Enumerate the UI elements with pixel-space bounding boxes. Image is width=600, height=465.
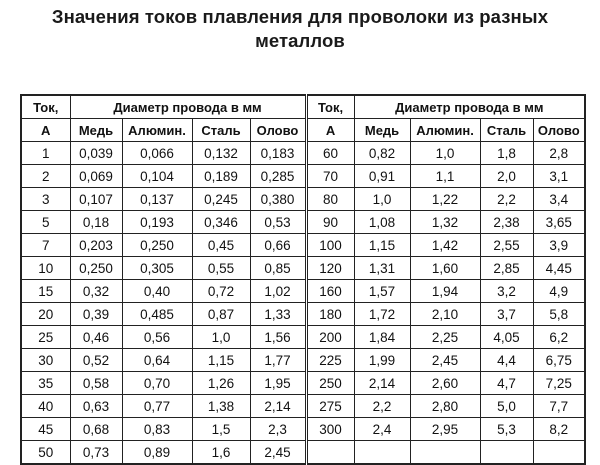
diameter-cell: 0,58: [70, 372, 122, 395]
diameter-cell: 4,4: [480, 349, 533, 372]
diameter-cell: 1,15: [192, 349, 250, 372]
table-body: [21, 142, 585, 465]
current-cell: 1: [21, 142, 70, 165]
current-cell: 180: [306, 303, 354, 326]
diameter-cell: 4,05: [480, 326, 533, 349]
diameter-cell: 0,250: [122, 234, 192, 257]
diameter-cell: 0,40: [122, 280, 192, 303]
diameter-cell: 0,32: [70, 280, 122, 303]
diameter-cell: 1,15: [354, 234, 410, 257]
diameter-cell: 2,45: [410, 349, 480, 372]
diameter-cell: 1,0: [354, 188, 410, 211]
diameter-cell: 4,7: [480, 372, 533, 395]
metal-header-tin-left: Олово: [250, 119, 306, 142]
table-row: [21, 211, 585, 234]
current-cell: 7: [21, 234, 70, 257]
diameter-cell: 2,3: [250, 418, 306, 441]
current-cell: 15: [21, 280, 70, 303]
diameter-cell: 8,2: [533, 418, 585, 441]
current-cell: 120: [306, 257, 354, 280]
diameter-cell: 1,32: [410, 211, 480, 234]
table-row: [21, 372, 585, 395]
diameter-cell: 0,066: [122, 142, 192, 165]
diameter-cell: 2,60: [410, 372, 480, 395]
diameter-cell: 1,57: [354, 280, 410, 303]
metal-header-tin-right: Олово: [533, 119, 585, 142]
diameter-cell: 3,7: [480, 303, 533, 326]
current-cell: 225: [306, 349, 354, 372]
diameter-cell: 1,6: [192, 441, 250, 465]
current-cell: 250: [306, 372, 354, 395]
diameter-cell: 3,65: [533, 211, 585, 234]
diameter-cell: 2,10: [410, 303, 480, 326]
diameter-cell: [410, 441, 480, 465]
current-cell: 3: [21, 188, 70, 211]
diameter-cell: 1,94: [410, 280, 480, 303]
table-row: [21, 257, 585, 280]
diameter-cell: 4,45: [533, 257, 585, 280]
table-row: [21, 165, 585, 188]
diameter-cell: 6,75: [533, 349, 585, 372]
table-row: [21, 441, 585, 465]
diameter-cell: 5,8: [533, 303, 585, 326]
diameter-cell: [533, 441, 585, 465]
diameter-cell: 5,0: [480, 395, 533, 418]
diameter-cell: 2,0: [480, 165, 533, 188]
diameter-cell: 2,8: [533, 142, 585, 165]
diameter-cell: 1,33: [250, 303, 306, 326]
diameter-cell: 2,38: [480, 211, 533, 234]
table-row: [21, 349, 585, 372]
current-cell: 50: [21, 441, 70, 465]
table-row: [21, 188, 585, 211]
current-cell: 300: [306, 418, 354, 441]
current-header-top-left: Ток,: [21, 95, 70, 119]
metal-header-copper-left: Медь: [70, 119, 122, 142]
diameter-cell: 1,02: [250, 280, 306, 303]
diameter-cell: 5,3: [480, 418, 533, 441]
diameter-cell: 0,87: [192, 303, 250, 326]
diameter-cell: 1,1: [410, 165, 480, 188]
diameter-cell: 0,305: [122, 257, 192, 280]
diameter-cell: 3,2: [480, 280, 533, 303]
diameter-cell: 0,137: [122, 188, 192, 211]
table-row: [21, 326, 585, 349]
current-cell: 275: [306, 395, 354, 418]
diameter-cell: 2,4: [354, 418, 410, 441]
metal-header-aluminum-right: Алюмин.: [410, 119, 480, 142]
header-row-1: [21, 95, 585, 119]
diameter-cell: 0,203: [70, 234, 122, 257]
table-row: [21, 303, 585, 326]
diameter-cell: 0,245: [192, 188, 250, 211]
header-row-2: [21, 119, 585, 142]
diameter-cell: 0,68: [70, 418, 122, 441]
diameter-cell: 2,80: [410, 395, 480, 418]
current-cell: 5: [21, 211, 70, 234]
diameter-cell: 0,346: [192, 211, 250, 234]
diameter-cell: 2,14: [250, 395, 306, 418]
diameter-cell: 2,2: [480, 188, 533, 211]
diameter-cell: 0,039: [70, 142, 122, 165]
diameter-cell: 0,250: [70, 257, 122, 280]
diameter-cell: 1,0: [410, 142, 480, 165]
diameter-cell: 2,45: [250, 441, 306, 465]
diameter-cell: 4,9: [533, 280, 585, 303]
diameter-cell: 0,82: [354, 142, 410, 165]
current-cell: [306, 441, 354, 465]
diameter-cell: 7,25: [533, 372, 585, 395]
diameter-cell: 0,069: [70, 165, 122, 188]
current-cell: 100: [306, 234, 354, 257]
diameter-cell: 0,56: [122, 326, 192, 349]
diameter-header-right: Диаметр провода в мм: [354, 95, 585, 119]
diameter-cell: 2,14: [354, 372, 410, 395]
diameter-cell: 0,73: [70, 441, 122, 465]
diameter-cell: 0,91: [354, 165, 410, 188]
diameter-cell: 0,46: [70, 326, 122, 349]
metal-header-copper-right: Медь: [354, 119, 410, 142]
current-cell: 90: [306, 211, 354, 234]
diameter-cell: 0,83: [122, 418, 192, 441]
diameter-cell: 0,107: [70, 188, 122, 211]
title-line-1: Значения токов плавления для проволоки из разных: [51, 6, 549, 27]
diameter-cell: 2,85: [480, 257, 533, 280]
diameter-cell: 2,25: [410, 326, 480, 349]
table-row: [21, 280, 585, 303]
diameter-cell: 0,55: [192, 257, 250, 280]
diameter-cell: 3,1: [533, 165, 585, 188]
diameter-cell: 2,2: [354, 395, 410, 418]
metal-header-steel-left: Сталь: [192, 119, 250, 142]
diameter-cell: 2,55: [480, 234, 533, 257]
diameter-cell: 0,285: [250, 165, 306, 188]
diameter-cell: 0,64: [122, 349, 192, 372]
metal-header-steel-right: Сталь: [480, 119, 533, 142]
diameter-cell: 0,183: [250, 142, 306, 165]
current-cell: 60: [306, 142, 354, 165]
diameter-cell: 1,72: [354, 303, 410, 326]
diameter-cell: 0,89: [122, 441, 192, 465]
table-row: [21, 395, 585, 418]
diameter-cell: 1,99: [354, 349, 410, 372]
diameter-cell: 0,18: [70, 211, 122, 234]
current-cell: 30: [21, 349, 70, 372]
current-cell: 10: [21, 257, 70, 280]
diameter-cell: 1,31: [354, 257, 410, 280]
diameter-cell: 1,38: [192, 395, 250, 418]
diameter-header-left: Диаметр провода в мм: [70, 95, 306, 119]
current-header-top-right: Ток,: [306, 95, 354, 119]
current-unit-left: А: [21, 119, 70, 142]
metal-header-aluminum-left: Алюмин.: [122, 119, 192, 142]
current-cell: 45: [21, 418, 70, 441]
current-cell: 20: [21, 303, 70, 326]
table-row: [21, 234, 585, 257]
diameter-cell: 0,132: [192, 142, 250, 165]
page-title: [0, 5, 600, 53]
diameter-cell: 1,26: [192, 372, 250, 395]
diameter-cell: 0,193: [122, 211, 192, 234]
fusing-current-table: [20, 94, 586, 465]
diameter-cell: 1,77: [250, 349, 306, 372]
diameter-cell: 1,8: [480, 142, 533, 165]
diameter-cell: 3,9: [533, 234, 585, 257]
diameter-cell: 1,08: [354, 211, 410, 234]
title-line-2: металлов: [255, 30, 345, 51]
current-cell: 25: [21, 326, 70, 349]
current-cell: 200: [306, 326, 354, 349]
diameter-cell: 1,0: [192, 326, 250, 349]
diameter-cell: 1,22: [410, 188, 480, 211]
diameter-cell: 0,72: [192, 280, 250, 303]
current-unit-right: А: [306, 119, 354, 142]
diameter-cell: 2,95: [410, 418, 480, 441]
diameter-cell: 1,95: [250, 372, 306, 395]
diameter-cell: 1,42: [410, 234, 480, 257]
diameter-cell: 0,85: [250, 257, 306, 280]
diameter-cell: 0,45: [192, 234, 250, 257]
diameter-cell: 1,5: [192, 418, 250, 441]
diameter-cell: [480, 441, 533, 465]
diameter-cell: 6,2: [533, 326, 585, 349]
diameter-cell: 7,7: [533, 395, 585, 418]
current-cell: 40: [21, 395, 70, 418]
current-cell: 160: [306, 280, 354, 303]
table-row: [21, 142, 585, 165]
diameter-cell: 0,52: [70, 349, 122, 372]
diameter-cell: 0,104: [122, 165, 192, 188]
diameter-cell: 0,53: [250, 211, 306, 234]
diameter-cell: 0,39: [70, 303, 122, 326]
diameter-cell: 1,56: [250, 326, 306, 349]
diameter-cell: 0,66: [250, 234, 306, 257]
diameter-cell: 1,84: [354, 326, 410, 349]
diameter-cell: 3,4: [533, 188, 585, 211]
diameter-cell: 0,77: [122, 395, 192, 418]
current-cell: 35: [21, 372, 70, 395]
diameter-cell: 0,63: [70, 395, 122, 418]
diameter-cell: [354, 441, 410, 465]
diameter-cell: 1,60: [410, 257, 480, 280]
current-cell: 70: [306, 165, 354, 188]
diameter-cell: 0,189: [192, 165, 250, 188]
diameter-cell: 0,380: [250, 188, 306, 211]
diameter-cell: 0,70: [122, 372, 192, 395]
current-cell: 80: [306, 188, 354, 211]
table-row: [21, 418, 585, 441]
current-cell: 2: [21, 165, 70, 188]
diameter-cell: 0,485: [122, 303, 192, 326]
